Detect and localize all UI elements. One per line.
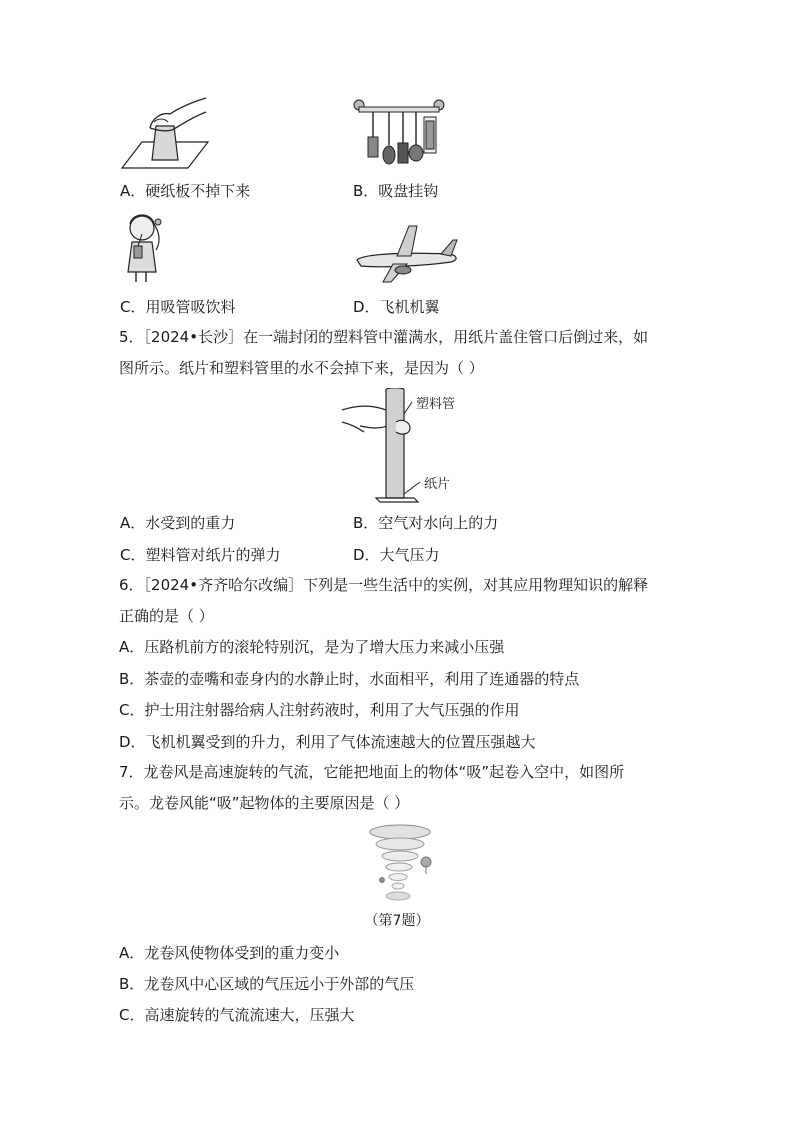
q6-stem-line2: 正确的是（ ） xyxy=(119,607,214,625)
q7-stem-line1: 7．龙卷风是高速旋转的气流，它能把地面上的物体“吸”起卷入空中，如图所 xyxy=(119,763,625,781)
q5-option-b: B．空气对水向上的力 xyxy=(353,514,499,532)
cup-cardboard-figure xyxy=(120,96,210,172)
airplane-figure xyxy=(353,222,461,286)
q6-stem-line1: 6．［2024•齐齐哈尔改编］下列是一些生活中的实例，对其应用物理知识的解释 xyxy=(119,576,649,594)
q4-option-c: C．用吸管吸饮料 xyxy=(120,298,236,316)
q7-stem-line2: 示。龙卷风能“吸”起物体的主要原因是（ ） xyxy=(119,794,410,812)
q4-option-d: D．飞机机翼 xyxy=(353,298,440,316)
suction-hook-figure xyxy=(353,97,445,171)
paper-label: 纸片 xyxy=(424,477,451,492)
q6-option-d: D．飞机机翼受到的升力，利用了气体流速越大的位置压强越大 xyxy=(119,733,536,751)
q4-option-a: A．硬纸板不掉下来 xyxy=(120,182,251,200)
tube-label: 塑料管 xyxy=(416,397,456,412)
q5-option-c: C．塑料管对纸片的弹力 xyxy=(120,546,281,564)
q5-stem-line1: 5．［2024•长沙］在一端封闭的塑料管中灌满水，用纸片盖住管口后倒过来，如 xyxy=(119,328,649,346)
q5-option-a: A．水受到的重力 xyxy=(120,514,236,532)
q4-option-b: B．吸盘挂钩 xyxy=(353,182,439,200)
q7-option-a: A．龙卷风使物体受到的重力变小 xyxy=(119,944,340,962)
q7-option-b: B．龙卷风中心区域的气压远小于外部的气压 xyxy=(119,975,415,993)
q6-option-a: A．压路机前方的滚轮特别沉，是为了增大压力来减小压强 xyxy=(119,638,505,656)
q7-figure-caption: （第7题） xyxy=(364,913,430,929)
q6-option-c: C．护士用注射器给病人注射药液时，利用了大气压强的作用 xyxy=(119,701,520,719)
q5-stem-line2: 图所示。纸片和塑料管里的水不会掉下来，是因为（ ） xyxy=(119,359,484,377)
tornado-figure xyxy=(366,824,436,904)
q6-option-b: B．茶壶的壶嘴和壶身内的水静止时，水面相平，利用了连通器的特点 xyxy=(119,670,580,688)
q5-option-d: D．大气压力 xyxy=(353,546,440,564)
girl-drinking-figure xyxy=(118,210,168,286)
q7-option-c: C．高速旋转的气流流速大，压强大 xyxy=(119,1006,355,1024)
